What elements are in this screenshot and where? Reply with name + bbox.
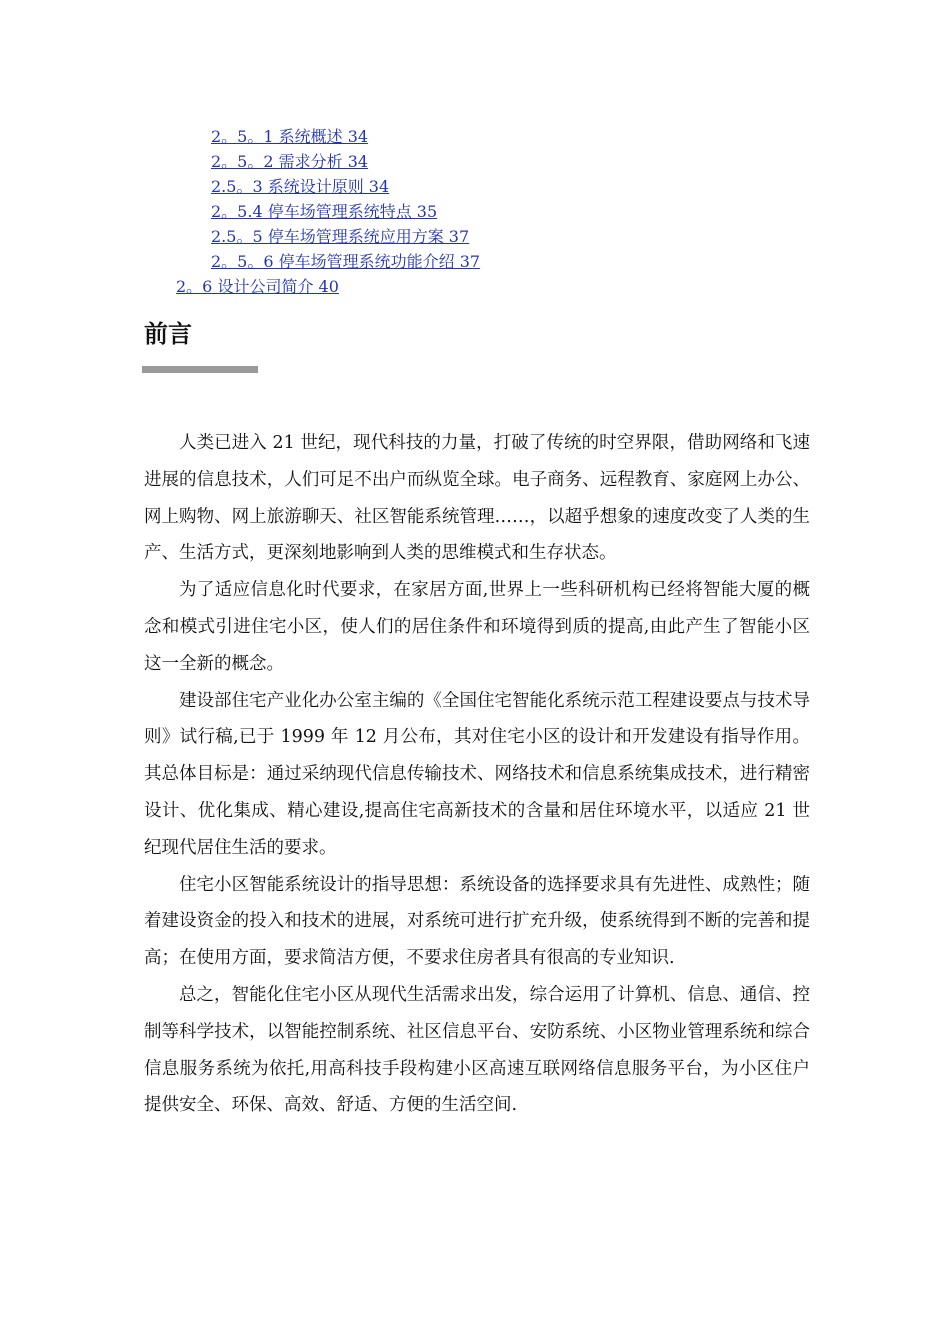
toc-link-2-5-4[interactable]: 2。5.4 停车场管理系统特点 35 bbox=[211, 202, 438, 221]
paragraph: 人类已进入 21 世纪，现代科技的力量，打破了传统的时空界限，借助网络和飞速进展的信息技术，人们可足不出户而纵览全球。电子商务、远程教育、家庭网上办公、网上购物、网上旅游聊天、社区智能系统管理……，以超乎想象的速度改变了人类的生产、生活方式，更深刻地影响到人类的思维模式和生存状态。 bbox=[144, 433, 810, 564]
toc-link-2-6[interactable]: 2。6 设计公司简介 40 bbox=[176, 277, 339, 296]
paragraph: 总之，智能化住宅小区从现代生活需求出发，综合运用了计算机、信息、通信、控制等科学技术，以智能控制系统、社区信息平台、安防系统、小区物业管理系统和综合信息服务系统为依托,用高科技手段构建小区高速互联网络信息服务平台，为小区住户提供安全、环保、高效、舒适、方便的生活空间. bbox=[144, 984, 810, 1116]
preface-body bbox=[144, 425, 810, 1124]
toc-link-2-5-1[interactable]: 2。5。1 系统概述 34 bbox=[211, 127, 369, 146]
toc-link-2-5-2[interactable]: 2。5。2 需求分析 34 bbox=[211, 152, 369, 171]
table-of-contents bbox=[0, 124, 950, 299]
toc-link-2-5-6[interactable]: 2。5。6 停车场管理系统功能介绍 37 bbox=[211, 252, 481, 271]
heading-underline bbox=[142, 366, 258, 373]
paragraph: 为了适应信息化时代要求，在家居方面,世界上一些科研机构已经将智能大厦的概念和模式引进住宅小区，使人们的居住条件和环境得到质的提高,由此产生了智能小区这一全新的概念。 bbox=[144, 580, 810, 674]
paragraph: 住宅小区智能系统设计的指导思想：系统设备的选择要求具有先进性、成熟性；随着建设资金的投入和技术的进展，对系统可进行扩充升级，使系统得到不断的完善和提高；在使用方面，要求简洁方便，不要求住房者具有很高的专业知识. bbox=[144, 874, 810, 969]
paragraph: 建设部住宅产业化办公室主编的《全国住宅智能化系统示范工程建设要点与技术导则》试行稿,已于 1999 年 12 月公布，其对住宅小区的设计和开发建设有指导作用。其总体目标是：通过采纳现代信息传输技术、网络技术和信息系统集成技术，进行精密设计、优化集成、精心建设,提高住宅高新技术的含量和居住环境水平，以适应 21 世纪现代居住生活的要求。 bbox=[144, 690, 810, 858]
toc-link-2-5-3[interactable]: 2.5。3 系统设计原则 34 bbox=[211, 177, 390, 196]
toc-link-2-5-5[interactable]: 2.5。5 停车场管理系统应用方案 37 bbox=[211, 227, 470, 246]
preface-heading: 前言 bbox=[144, 320, 192, 348]
